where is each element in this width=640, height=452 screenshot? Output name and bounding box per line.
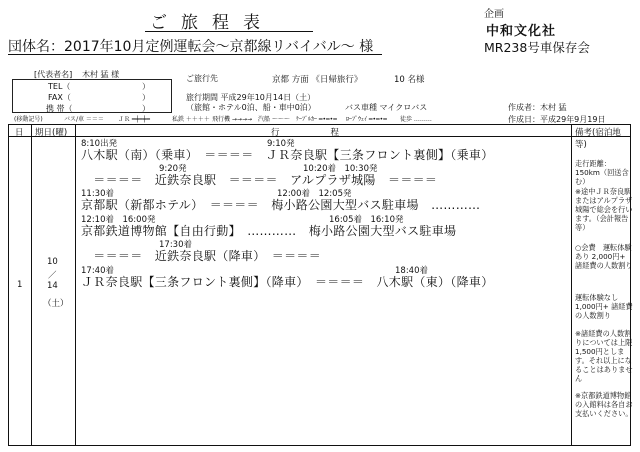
planner-organization: MR238号車保存会 [484,40,590,55]
row-time-right: 12:00着 12:05発 [277,189,352,199]
group-underline [8,54,382,55]
legend-cable-car: ｹｰﾌﾞﾙｶｰ ━•━•━ [296,116,337,123]
col-divider [75,125,76,445]
page-title: ご旅程表 [150,13,274,33]
legend-jr: ＪＲ ━┿━┿━ [118,116,150,123]
mobile-label: 携 帯（ [46,104,73,113]
remark-fee-without-driving: 運転体験なし 1,000円+ 諸経費の人数割り [575,293,633,320]
planner-label: 企画 [484,9,504,20]
legend-ship: 汽船 ～～～ [258,116,290,123]
header-itinerary: 行 程 [271,128,340,138]
legend-bus: バス/車 ＝＝＝ [64,116,104,123]
lodging-info: （旅館・ホテル0泊、船・車中0泊） [186,103,316,112]
remark-meeting: ※途中ＪＲ奈良駅またはアルプラザ城陽で総会を行います。（会計報告等） [575,187,633,232]
row-time-left: 12:10着 16:00発 [81,215,156,225]
mobile-close: ） [142,104,150,113]
row-time-right: 10:20着 10:30発 [303,164,378,174]
participant-count: 10 名様 [394,75,425,85]
header-day: 日 [15,128,24,138]
date-day: 14 [47,281,58,291]
remark-expense-cap: ※諸経費の人数割りについては上限1,500円とします。それ以上になることはありません [575,329,633,383]
itinerary-table [8,124,631,446]
legend-airplane: 飛行機 →→→→ [212,116,253,123]
legend-ropeway: ﾛｰﾌﾟｳｪｲ ━•━•━ [346,116,387,123]
bus-type: バス車種 マイクロバス [345,103,428,112]
representative-name: 木村 猛 様 [82,70,120,79]
row-time-left: 17:30着 [159,240,192,250]
fax-label: FAX（ [48,93,71,102]
destination-value: 京都 方面 《日帰旅行》 [272,75,363,85]
row-time-right: 16:05着 16:10発 [329,215,404,225]
legend-walk: 徒歩 ……… [400,116,432,123]
date-slash: ／ [48,271,57,281]
remark-museum-fee: ※京都鉄道博物館の入館料は各自お支払いください。 [575,391,633,418]
travel-period: 旅行期間 平成29年10月14日（土） [186,93,316,102]
row-route: 八木駅（南）（乗車） ＝＝＝＝ ＪＲ奈良駅【三条フロント裏側】（乗車） [81,148,494,162]
remark-fee-with-driving: ○会費 運転体験あり 2,000円+ 諸経費の人数割り [575,243,633,270]
planner-logo: 中和文化社 [486,24,557,39]
created-date: 作成日：平成29年9月19日 [508,115,606,124]
col-divider [571,125,572,445]
title-underline [145,31,313,32]
representative-label: [代表者名] [34,70,73,79]
row-time-left: 9:20発 [159,164,187,174]
legend-label: (移動記号) [14,116,43,123]
row-route: 京都駅（新都ホテル） ＝＝＝＝ 梅小路公園大型バス駐車場 ………… [81,198,481,212]
remark-distance: 走行距離：150km（回送含む） [575,159,629,186]
date-month: 10 [47,257,58,267]
row-route: ＪＲ奈良駅【三条フロント裏側】（降車） ＝＝＝＝ 八木駅（東）（降車） [81,275,494,289]
row-time-right: 9:10発 [267,139,295,149]
row-time-left: 11:30着 [81,189,114,199]
row-time-left: 8:10出発 [81,139,118,149]
row-time-left: 17:40着 [81,266,114,276]
row-route: 京都鉄道博物館【自由行動】 ………… 梅小路公園大型バス駐車場 [81,224,457,238]
tel-label: TEL（ [48,82,71,91]
creator: 作成者：木村 猛 [508,103,567,112]
group-name: 団体名：2017年10月定例運転会～京都線リバイバル～ 様 [8,39,374,55]
tel-close: ） [142,82,150,91]
row-time-right: 18:40着 [395,266,428,276]
fax-close: ） [142,93,150,102]
day-number: 1 [17,280,23,290]
legend-private-rail: 私鉄 ＋＋＋＋ [172,116,210,123]
destination-label: ご旅行先 [186,74,218,83]
date-weekday: （土） [43,299,69,309]
row-route: ＝＝＝＝ 近鉄奈良駅 ＝＝＝＝ アルプラザ城陽 ＝＝＝＝ [81,173,438,187]
col-divider [31,125,32,445]
row-route: ＝＝＝＝ 近鉄奈良駅（降車） ＝＝＝＝ [81,249,322,263]
header-remarks: 備考(宿泊地等) [575,128,621,150]
header-date: 期日(曜) [35,128,68,138]
